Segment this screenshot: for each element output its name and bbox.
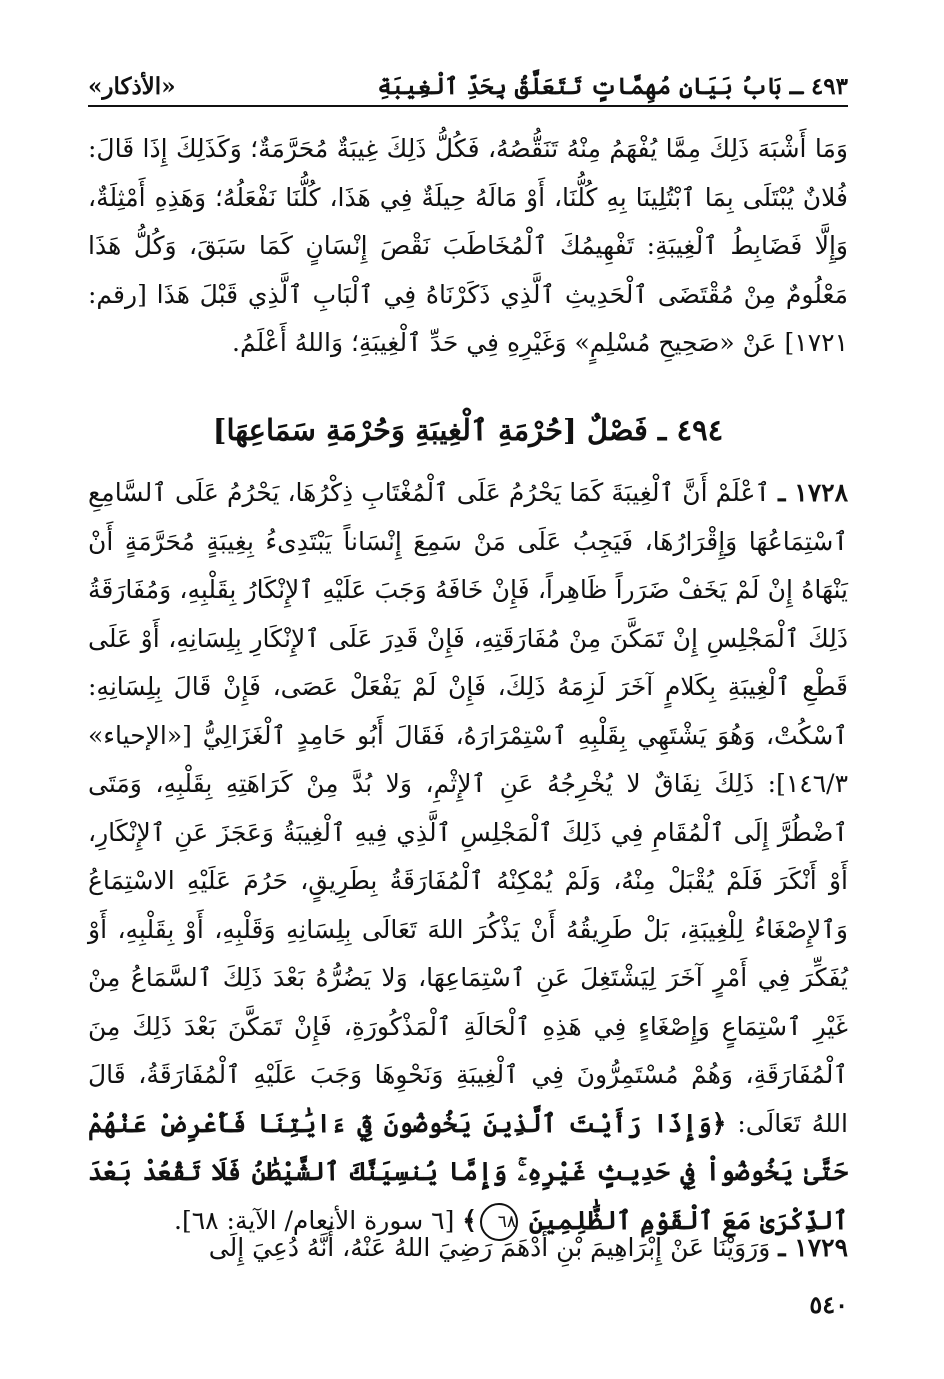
header-divider — [88, 105, 848, 107]
ayah-number-marker: ٦٨ — [480, 1203, 518, 1241]
book-title: «الأذكار» — [88, 73, 176, 100]
page-number: ٥٤٠ — [809, 1290, 848, 1319]
paragraph-1729 — [88, 1224, 848, 1273]
section-heading: ٤٩٤ ـ فَصْلٌ [حُرْمَةِ ٱلْغِيبَةِ وَحُرْمَةِ سَمَاعِهَا] — [212, 413, 724, 447]
paragraph-number: ١٧٢٩ ـ — [778, 1233, 848, 1262]
chapter-title: ٤٩٣ ـ بَابُ بَيَانِ مُهِمَّاتٍ تَتَعَلَّقُ بِحَدِّ ٱلْغِيبَةِ — [377, 73, 848, 100]
paragraph-text: وَرَوَيْنَا عَنْ إِبْرَاهِيمَ بْنِ أَدْهَمَ رَضِيَ اللهُ عَنْهُ، أَنَّهُ دُعِيَ إِلَى — [208, 1233, 771, 1262]
paragraph-1728 — [88, 469, 848, 1245]
running-header — [88, 60, 848, 100]
paragraph-1: وَمَا أَشْبَهَ ذَلِكَ مِمَّا يُفْهَمُ مِنْهُ تَنَقُّصُهُ، فَكُلُّ ذَلِكَ غِيبَةٌ مُحَرَّمَةٌ؛ وَكَذَلِكَ إِذَا قَالَ: فُلانٌ يُبْتَلَى بِمَا ٱبْتُلِينَا بِهِ كُلُّنَا، أَوْ مَالَهُ حِيلَةٌ فِي هَذَا، كُلُّنَا نَفْعَلُهُ؛ وَهَذِهِ أَمْثِلَةٌ، وَإِلَّا فَضَابِطُ ٱلْغِيبَةِ: تَفْهِيمُكَ ٱلْمُخَاطَبَ نَقْصَ إِنْسَانٍ كَمَا سَبَقَ، وَكُلُّ هَذَا مَعْلُومٌ مِنْ مُقْتَضَى ٱلْحَدِيثِ ٱلَّذِي ذَكَرْنَاهُ فِي ٱلْبَابِ ٱلَّذِي قَبْلَ هَذَا [رقم: ١٧٢١] عَنْ «صَحِيحِ مُسْلِمٍ» وَغَيْرِهِ فِي حَدِّ ٱلْغِيبَةِ؛ وَاللهُ أَعْلَمُ. — [88, 134, 848, 357]
paragraph-text: ٱعْلَمْ أَنَّ ٱلْغِيبَةَ كَمَا يَحْرُمُ عَلَى ٱلْمُغْتَابِ ذِكْرُهَا، يَحْرُمُ عَلَى ٱلسَّامِعِ ٱسْتِمَاعُهَا وَإِقْرَارُهَا، فَيَجِبُ عَلَى مَنْ سَمِعَ إِنْسَاناً يَبْتَدِىءُ بِغِيبَةٍ مُحَرَّمَةٍ أَنْ يَنْهَاهُ إِنْ لَمْ يَخَفْ ضَرَراً ظَاهِراً، فَإِنْ خَافَهُ وَجَبَ عَلَيْهِ ٱلإِنْكَارُ بِقَلْبِهِ، وَمُفَارَقَةُ ذَلِكَ ٱلْمَجْلِسِ إِنْ تَمَكَّنَ مِنْ مُفَارَقَتِهِ، فَإِنْ قَدِرَ عَلَى ٱلإِنْكَارِ بِلِسَانِهِ، أَوْ عَلَى قَطْعِ ٱلْغِيبَةِ بِكَلامٍ آخَرَ لَزِمَهُ ذَلِكَ، فَإِنْ لَمْ يَفْعَلْ عَصَى، فَإِنْ قَالَ بِلِسَانِهِ: ٱسْكُتْ، وَهُوَ يَشْتَهِي بِقَلْبِهِ ٱسْتِمْرَارَهُ، فَقَالَ أَبُو حَامِدٍ ٱلْغَزَالِيُّ [«الإحياء» ١٤٦/٣]: ذَلِكَ نِفَاقٌ لا يُخْرِجُهُ عَنِ ٱلإِثْمِ، وَلا بُدَّ مِنْ كَرَاهَتِهِ بِقَلْبِهِ، وَمَتَى ٱضْطُرَّ إِلَى ٱلْمُقَامِ فِي ذَلِكَ ٱلْمَجْلِسِ ٱلَّذِي فِيهِ ٱلْغِيبَةُ وَعَجَزَ عَنِ ٱلإِنْكَارِ، أَوْ أَنْكَرَ فَلَمْ يُقْبَلْ مِنْهُ، وَلَمْ يُمْكِنْهُ ٱلْمُفَارَقَةُ بِطَرِيقٍ، حَرُمَ عَلَيْهِ الاسْتِمَاعُ وَٱلإِصْغَاءُ لِلْغِيبَةِ، بَلْ طَرِيقُهُ أَنْ يَذْكُرَ اللهَ تَعَالَى بِلِسَانِهِ وَقَلْبِهِ، أَوْ بِقَلْبِهِ، أَوْ يُفَكِّرَ فِي أَمْرٍ آخَرَ لِيَشْتَغِلَ عَنِ ٱسْتِمَاعِهَا، وَلا يَضُرُّهُ بَعْدَ ذَلِكَ ٱلسَّمَاعُ مِنْ غَيْرِ ٱسْتِمَاعٍ وَإِصْغَاءٍ فِي هَذِهِ ٱلْحَالَةِ ٱلْمَذْكُورَةِ، فَإِنْ تَمَكَّنَ بَعْدَ ذَلِكَ مِنَ ٱلْمُفَارَقَةِ، وَهُمْ مُسْتَمِرُّونَ فِي ٱلْغِيبَةِ وَنَحْوِهَا وَجَبَ عَلَيْهِ ٱلْمُفَارَقَةُ، قَالَ اللهُ تَعَالَى: — [88, 478, 848, 1138]
quran-verse: ﴿وَإِذَا رَأَيْتَ ٱلَّذِينَ يَخُوضُونَ فِيٓ ءَايَٰتِنَا فَأَعْرِضْ عَنْهُمْ حَتَّىٰ يَخُوضُواْ فِي حَدِيثٍ غَيْرِهِۦۚ وَإِمَّا يُنسِيَنَّكَ ٱلشَّيْطَٰنُ فَلَا تَقْعُدْ بَعْدَ ٱلذِّكْرَىٰ مَعَ ٱلْقَوْمِ ٱلظَّٰلِمِينَ — [88, 1108, 848, 1235]
quran-verse-close: ﴾ — [462, 1205, 477, 1235]
paragraph-number: ١٧٢٨ ـ — [778, 478, 849, 507]
verse-citation: [٦ سورة الأنعام/ الآية: ٦٨]. — [174, 1205, 455, 1235]
